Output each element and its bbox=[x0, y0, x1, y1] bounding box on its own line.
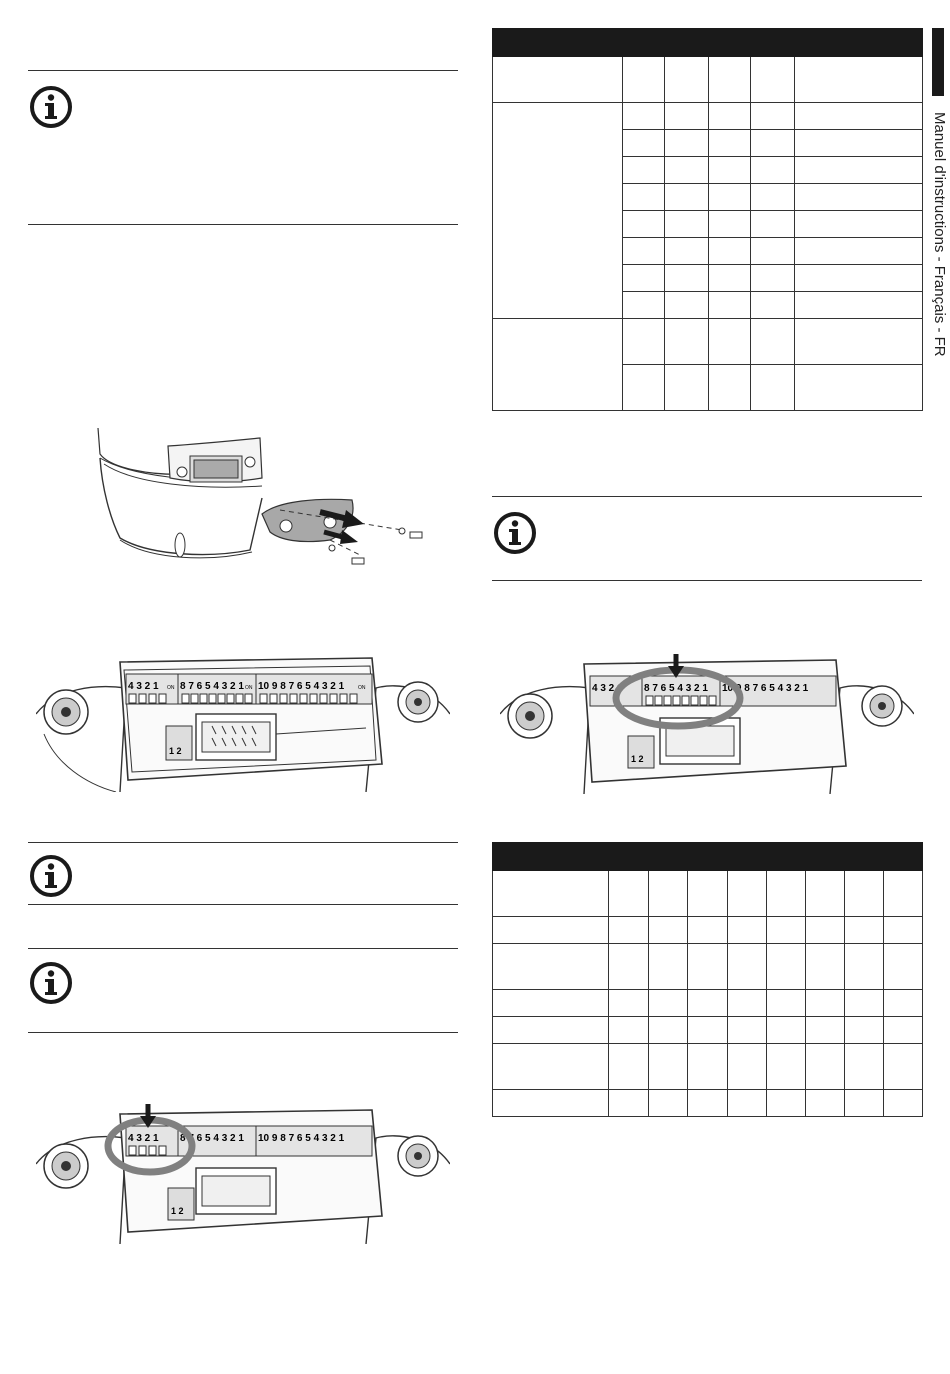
table-row bbox=[493, 871, 923, 917]
svg-text:10 9 8 7 6 5 4 3 2 1: 10 9 8 7 6 5 4 3 2 1 bbox=[258, 1133, 345, 1144]
divider bbox=[28, 70, 458, 71]
settings-table-2 bbox=[492, 842, 923, 1117]
connector-board-figure bbox=[36, 654, 450, 792]
table-row bbox=[493, 1017, 923, 1044]
table-header bbox=[493, 843, 923, 871]
connector-board-highlight-figure bbox=[36, 1104, 450, 1244]
svg-text:10 9 8 7 6 5 4 3 2 1: 10 9 8 7 6 5 4 3 2 1 bbox=[722, 683, 809, 694]
table-row bbox=[493, 944, 923, 990]
manual-side-label bbox=[931, 112, 948, 372]
dip-block-b-label: 8 7 6 5 4 3 2 1 bbox=[180, 681, 244, 692]
divider bbox=[28, 948, 458, 949]
info-icon bbox=[28, 960, 74, 1006]
connector-board-highlight-figure bbox=[500, 654, 914, 794]
svg-text:ON: ON bbox=[167, 685, 175, 691]
divider bbox=[28, 842, 458, 843]
table-row bbox=[493, 1044, 923, 1090]
divider bbox=[28, 904, 458, 905]
svg-text:ON: ON bbox=[358, 685, 366, 691]
table-row bbox=[493, 319, 923, 365]
svg-text:8 7 6 5 4 3 2 1: 8 7 6 5 4 3 2 1 bbox=[180, 1133, 244, 1144]
svg-text:4 3 2 1: 4 3 2 1 bbox=[128, 1133, 159, 1144]
dip-block-c-label: 10 9 8 7 6 5 4 3 2 1 bbox=[258, 681, 345, 692]
table-header bbox=[493, 29, 923, 57]
divider bbox=[492, 496, 922, 497]
side-tab-marker bbox=[932, 28, 944, 96]
svg-text:1 2: 1 2 bbox=[171, 1206, 184, 1216]
svg-text:ON: ON bbox=[245, 685, 253, 691]
svg-text:8 7 6 5 4 3 2 1: 8 7 6 5 4 3 2 1 bbox=[644, 683, 708, 694]
divider bbox=[28, 224, 458, 225]
info-icon bbox=[28, 853, 74, 899]
dip-block-a-label: 4 3 2 1 bbox=[128, 681, 159, 692]
svg-text:4 3 2 1: 4 3 2 1 bbox=[592, 683, 623, 694]
divider bbox=[492, 580, 922, 581]
table-row bbox=[493, 1090, 923, 1117]
table-row bbox=[493, 990, 923, 1017]
table-row bbox=[493, 103, 923, 130]
switch-small-label: 1 2 bbox=[169, 746, 182, 756]
manual-side-label-text: Manuel d'instructions - Français - FR bbox=[931, 112, 948, 357]
table-row bbox=[493, 57, 923, 103]
divider bbox=[28, 1032, 458, 1033]
svg-text:1 2: 1 2 bbox=[631, 754, 644, 764]
settings-table-1 bbox=[492, 28, 923, 411]
info-icon bbox=[28, 84, 74, 130]
table-row bbox=[493, 917, 923, 944]
info-icon bbox=[492, 510, 538, 556]
camera-cover-removal-figure bbox=[90, 428, 450, 578]
